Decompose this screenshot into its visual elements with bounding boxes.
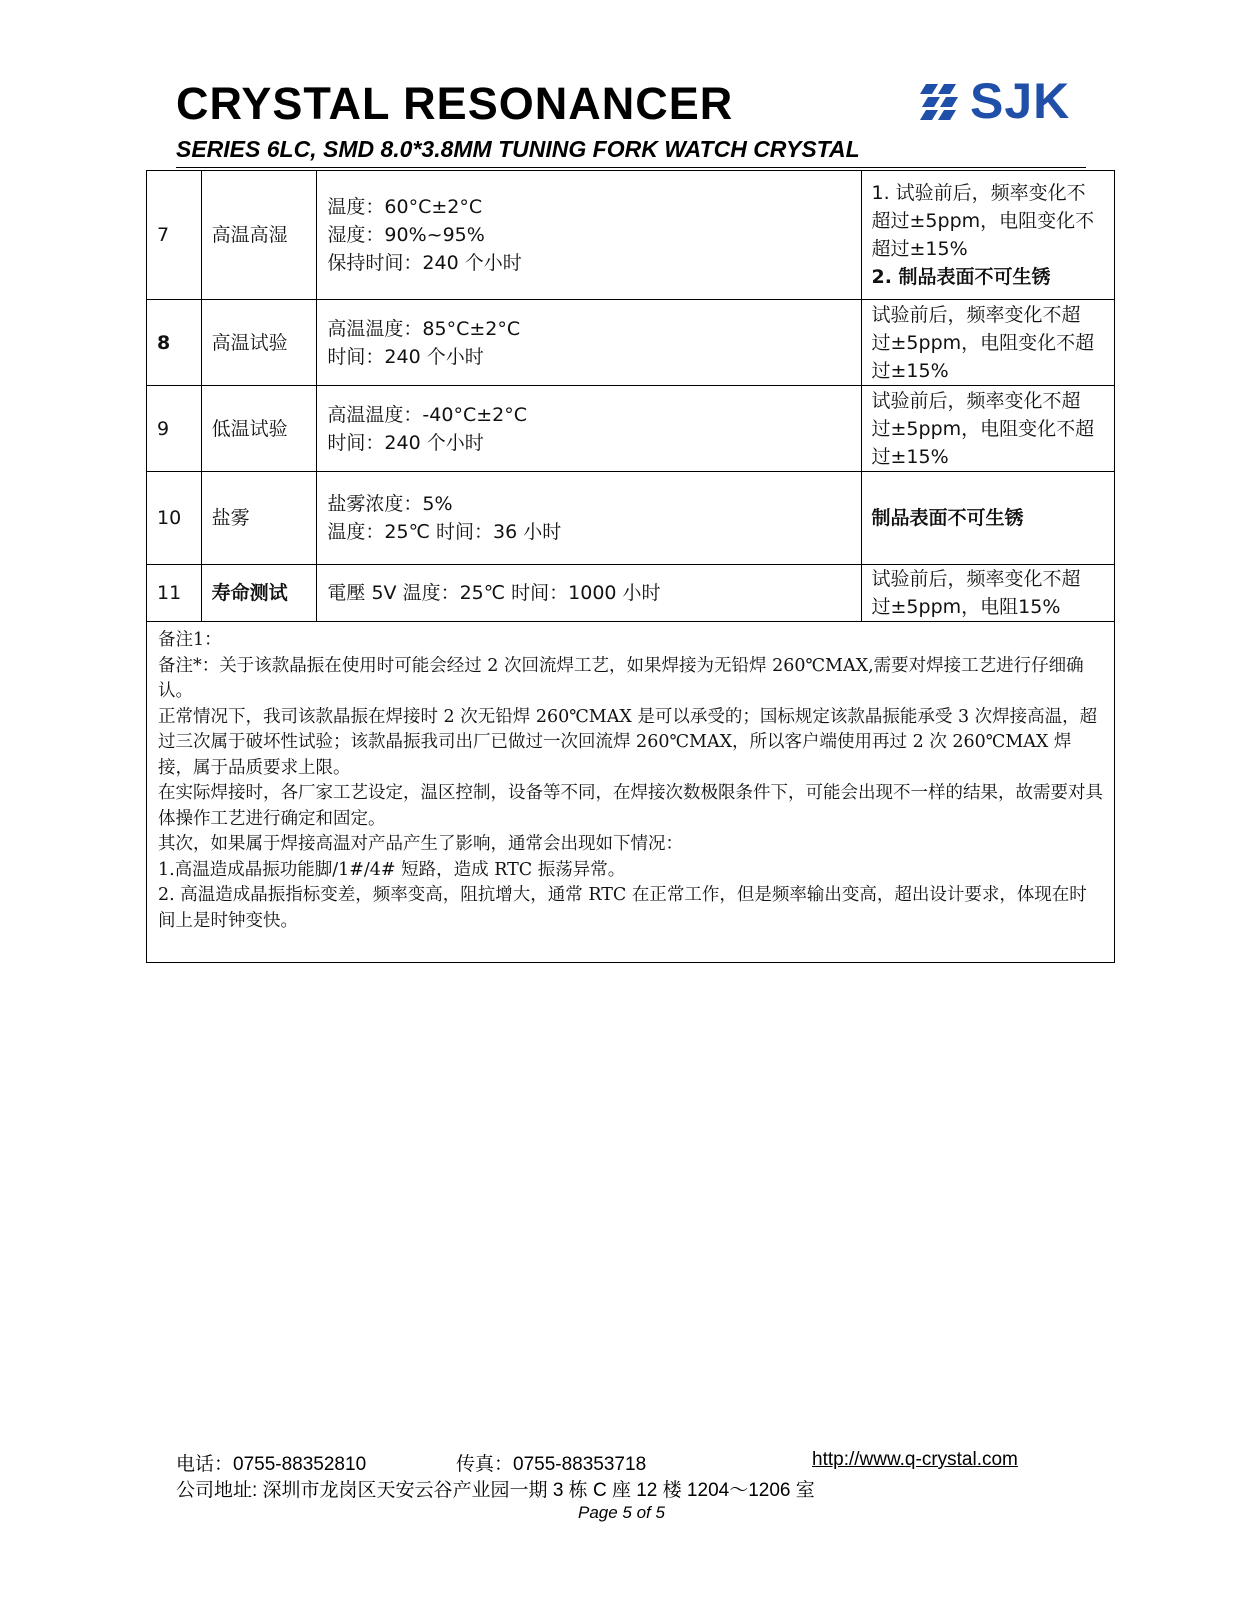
table-row — [147, 386, 1115, 472]
condition-line: 盐雾浓度：5% — [327, 493, 453, 515]
test-item: 盐雾 — [201, 472, 317, 565]
requirement-line: 过±15% — [871, 445, 949, 468]
requirement-line: 过±5ppm，电阻变化不超 — [871, 417, 1095, 440]
table-row — [147, 565, 1115, 622]
note-paragraph: 在实际焊接时，各厂家工艺设定，温区控制，设备等不同，在焊接次数极限条件下，可能会出现不一样的结果，故需要对具体操作工艺进行确定和固定。 — [158, 783, 1103, 829]
header-divider — [176, 167, 1086, 168]
company-logo — [918, 73, 1098, 129]
requirement-line: 过±5ppm，电阻15% — [871, 596, 1061, 618]
test-item: 寿命测试 — [201, 565, 317, 622]
note-paragraph: 1.高温造成晶振功能脚/1#/4# 短路，造成 RTC 振荡异常。 — [158, 859, 626, 880]
test-requirement — [861, 386, 1115, 472]
condition-line: 保持时间：240 个小时 — [327, 252, 522, 274]
condition-line: 湿度：90%~95% — [327, 224, 485, 246]
note-paragraph: 正常情况下，我司该款晶振在焊接时 2 次无铅焊 260℃MAX 是可以承受的；国标规定该款晶振能承受 3 次焊接高温，超过三次属于破坏性试验；该款晶振我司出厂已做过一次回流焊 260℃MAX，所以客户端使用再过 2 次 260℃MAX 焊接，属于品质要求上限。 — [158, 706, 1098, 778]
requirement-line: 试验前后，频率变化不超 — [871, 303, 1081, 326]
test-conditions — [317, 300, 861, 386]
requirement-line: 超过±5ppm，电阻变化不 — [871, 210, 1095, 232]
test-conditions — [317, 472, 861, 565]
table-row — [147, 171, 1115, 300]
footer-telephone: 电话：0755-88352810 — [176, 1454, 367, 1475]
test-requirement — [861, 565, 1115, 622]
condition-line: 電壓 5V 温度：25℃ 时间：1000 小时 — [327, 582, 661, 604]
note-paragraph: 其次，如果属于焊接高温对产品产生了影响，通常会出现如下情况： — [158, 834, 683, 854]
requirement-line: 试验前后，频率变化不超 — [871, 568, 1081, 590]
document-title: CRYSTAL RESONANCER — [176, 78, 734, 129]
document-subtitle: SERIES 6LC, SMD 8.0*3.8MM TUNING FORK WATCH CRYSTAL — [176, 136, 860, 162]
test-conditions — [317, 171, 861, 300]
condition-line: 温度：60°C±2°C — [327, 196, 483, 218]
test-spec-table — [146, 170, 1115, 622]
footer-website-link[interactable]: http://www.q-crystal.com — [812, 1449, 1018, 1470]
test-requirement — [861, 171, 1115, 300]
note-paragraph: 2. 高温造成晶振指标变差，频率变高，阻抗增大，通常 RTC 在正常工作，但是频率输出变高，超出设计要求，体现在时间上是时钟变快。 — [158, 885, 1087, 931]
row-number: 9 — [147, 386, 202, 472]
logo-text: SJK — [970, 73, 1071, 129]
condition-line: 时间：240 个小时 — [327, 345, 484, 368]
test-item: 高温试验 — [201, 300, 317, 386]
notes-section — [158, 628, 1103, 934]
requirement-line: 试验前后，频率变化不超 — [871, 389, 1081, 412]
requirement-line: 过±15% — [871, 359, 949, 382]
table-row — [147, 300, 1115, 386]
requirement-line: 制品表面不可生锈 — [871, 507, 1024, 529]
test-item: 高温高湿 — [201, 171, 317, 300]
row-number: 10 — [147, 472, 202, 565]
condition-line: 温度：25℃ 时间：36 小时 — [327, 521, 562, 543]
row-number: 7 — [147, 171, 202, 300]
test-requirement — [861, 472, 1115, 565]
requirement-line: 超过±15% — [871, 238, 968, 260]
page-footer — [176, 1449, 1056, 1522]
condition-line: 高温温度：85°C±2°C — [327, 317, 521, 340]
page-number: Page 5 of 5 — [578, 1503, 665, 1522]
requirement-line: 2. 制品表面不可生锈 — [871, 266, 1051, 288]
condition-line: 时间：240 个小时 — [327, 431, 484, 454]
test-conditions — [317, 565, 861, 622]
condition-line: 高温温度：-40°C±2°C — [327, 403, 527, 426]
test-item: 低温试验 — [201, 386, 317, 472]
requirement-line: 过±5ppm，电阻变化不超 — [871, 331, 1095, 354]
test-requirement — [861, 300, 1115, 386]
sjk-logo-mark-icon — [918, 82, 966, 122]
footer-address: 公司地址: 深圳市龙岗区天安云谷产业园一期 3 栋 C 座 12 楼 1204～1206 室 — [176, 1480, 815, 1501]
test-conditions — [317, 386, 861, 472]
note-heading: 备注1： — [158, 630, 222, 650]
row-number: 11 — [147, 565, 202, 622]
requirement-line: 1. 试验前后，频率变化不 — [871, 182, 1086, 204]
footer-fax: 传真：0755-88353718 — [456, 1454, 647, 1475]
table-row — [147, 472, 1115, 565]
note-paragraph: 备注*：关于该款晶振在使用时可能会经过 2 次回流焊工艺，如果焊接为无铅焊 260℃MAX,需要对焊接工艺进行仔细确认。 — [158, 655, 1084, 701]
row-number: 8 — [147, 300, 202, 386]
